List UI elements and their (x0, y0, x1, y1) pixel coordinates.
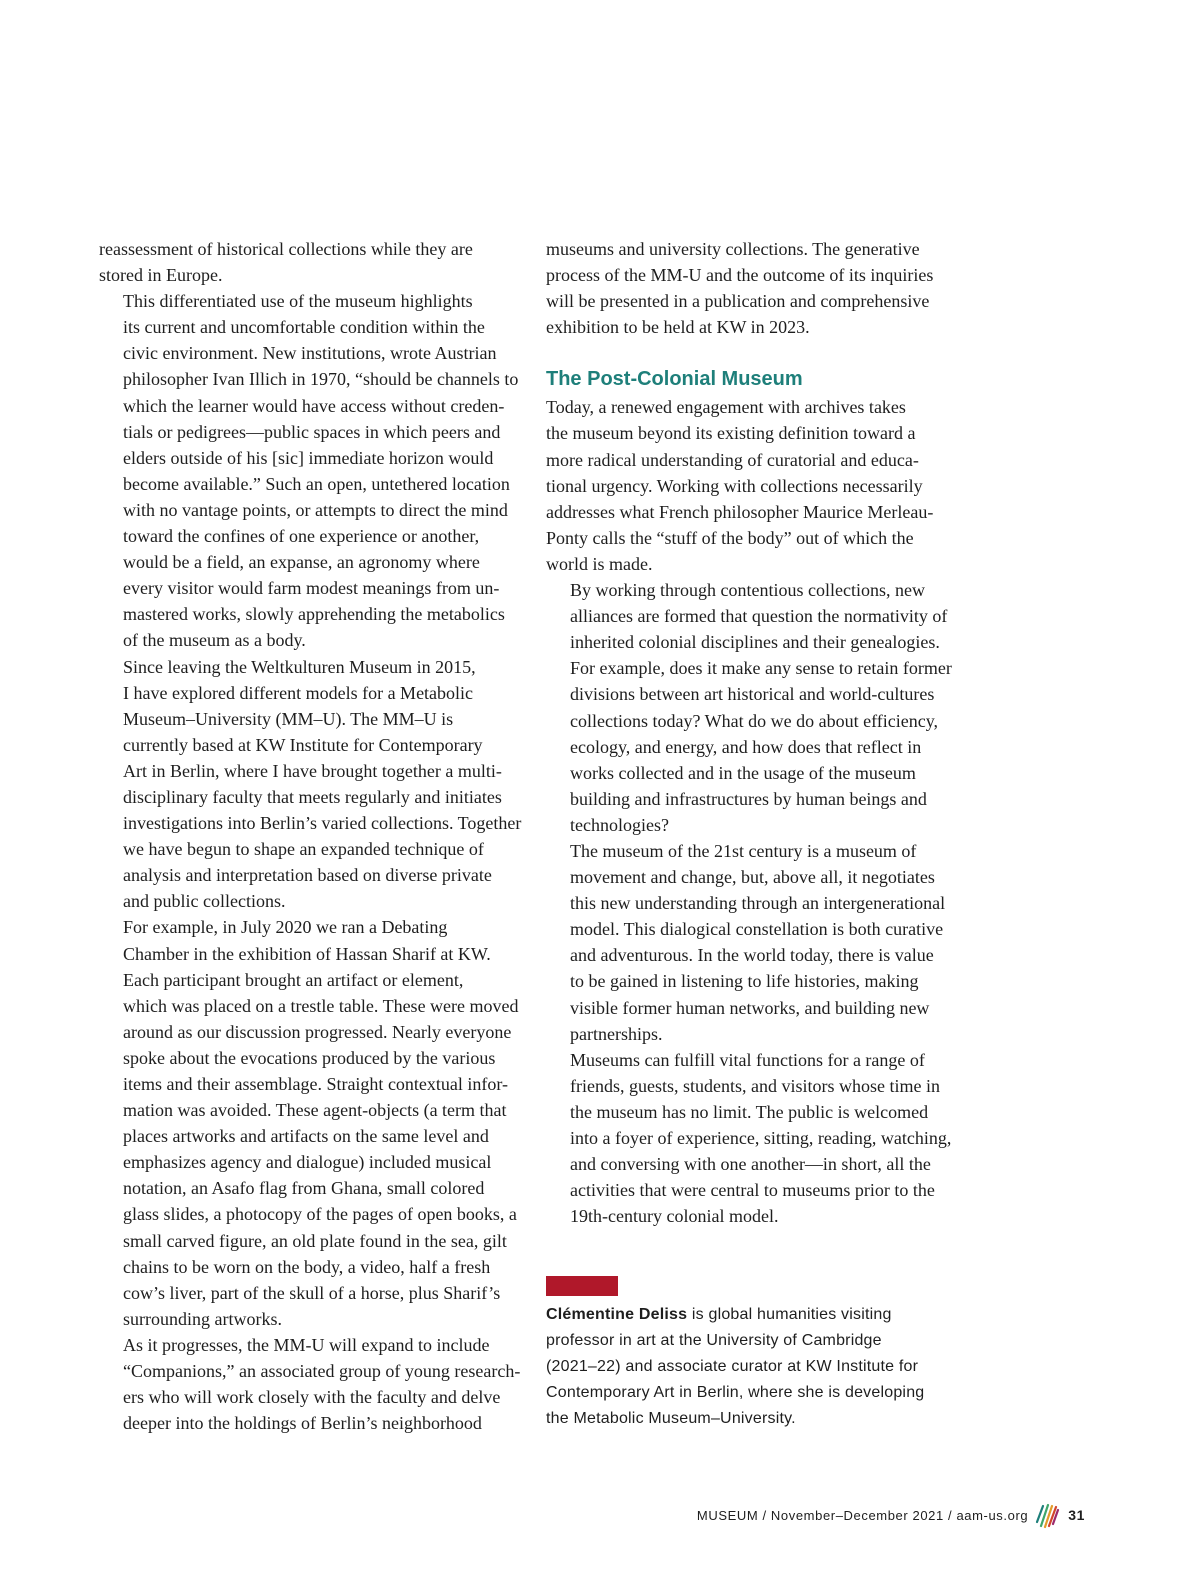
text-line: into a foyer of experience, sitting, reading, watching, (570, 1128, 952, 1148)
author-name: Clémentine Deliss (546, 1306, 688, 1323)
paragraph (99, 1332, 529, 1436)
text-line: with no vantage points, or attempts to direct the mind (123, 499, 508, 520)
text-line: works collected and in the usage of the museum (570, 762, 916, 783)
text-line: ers who will work closely with the faculty and delve (123, 1387, 501, 1408)
text-line: Today, a renewed engagement with archives takes (546, 397, 906, 418)
bio-line: (2021–22) and associate curator at KW Institute for (546, 1358, 919, 1375)
text-line: investigations into Berlin’s varied collections. Together (123, 813, 522, 834)
aam-stripes-logo-icon (1034, 1500, 1060, 1530)
text-line: museums and university collections. The generative (546, 239, 920, 259)
paragraph (546, 838, 971, 1047)
text-line: activities that were central to museums prior to the (570, 1180, 935, 1201)
text-line: of the museum as a body. (123, 630, 306, 651)
text-line: collections today? What do we do about efficiency, (570, 710, 939, 731)
paragraph (546, 577, 971, 838)
text-line: and public collections. (123, 891, 286, 912)
text-line: world is made. (546, 553, 653, 574)
text-line: become available.” Such an open, untethered location (123, 473, 510, 494)
text-line: deeper into the holdings of Berlin’s neighborhood (123, 1413, 482, 1434)
text-line: currently based at KW Institute for Contemporary (123, 734, 483, 755)
text-line: philosopher Ivan Illich in 1970, “should be channels to (123, 369, 519, 390)
text-line: Ponty calls the “stuff of the body” out of which the (546, 527, 914, 548)
text-line: this new understanding through an intergenerational (570, 893, 946, 914)
paragraph (99, 236, 529, 288)
text-line: cow’s liver, part of the skull of a horse, plus Sharif’s (123, 1282, 501, 1303)
text-line: mastered works, slowly apprehending the metabolics (123, 604, 505, 625)
text-line: movement and change, but, above all, it negotiates (570, 867, 935, 888)
text-line: chains to be worn on the body, a video, half a fresh (123, 1256, 491, 1277)
text-line: places artworks and artifacts on the same level and (123, 1126, 489, 1147)
text-line: elders outside of his [sic] immediate horizon would (123, 447, 494, 468)
text-line: civic environment. New institutions, wrote Austrian (123, 343, 497, 364)
text-line: reassessment of historical collections while they are (99, 239, 473, 259)
text-line: the museum has no limit. The public is welcomed (570, 1101, 929, 1122)
text-line: partnerships. (570, 1023, 663, 1044)
right-column (546, 236, 971, 1229)
text-line: around as our discussion progressed. Nearly everyone (123, 1021, 512, 1042)
paragraph (99, 288, 529, 653)
text-line: glass slides, a photocopy of the pages of open books, a (123, 1204, 517, 1225)
text-line: For example, does it make any sense to retain former (570, 658, 952, 679)
text-line: “Companions,” an associated group of young research- (123, 1361, 521, 1382)
text-line: and conversing with one another—in short, all the (570, 1154, 931, 1175)
text-line: visible former human networks, and building new (570, 997, 930, 1018)
page-footer (697, 1500, 1085, 1530)
text-line: toward the confines of one experience or another, (123, 526, 480, 547)
footer-text: MUSEUM / November–December 2021 / aam-us.org (696, 1507, 1029, 1523)
text-line: Art in Berlin, where I have brought together a multi- (123, 760, 502, 781)
text-line: Since leaving the Weltkulturen Museum in 2015, (123, 656, 476, 677)
text-line: to be gained in listening to life histories, making (570, 971, 919, 992)
text-line: I have explored different models for a Metabolic (123, 682, 474, 703)
text-line: the museum beyond its existing definition toward a (546, 423, 916, 444)
text-line: which was placed on a trestle table. These were moved (123, 995, 519, 1016)
text-line: Chamber in the exhibition of Hassan Sharif at KW. (123, 943, 491, 964)
text-line: model. This dialogical constellation is both curative (570, 919, 944, 940)
paragraph (546, 1047, 971, 1230)
text-line: would be a field, an expanse, an agronomy where (123, 552, 480, 573)
text-line: process of the MM-U and the outcome of its inquiries (546, 265, 934, 286)
text-line: ecology, and energy, and how does that reflect in (570, 736, 922, 757)
text-line: As it progresses, the MM-U will expand to include (123, 1334, 490, 1355)
text-line: friends, guests, students, and visitors whose time in (570, 1075, 940, 1096)
text-line: The museum of the 21st century is a museum of (570, 840, 917, 861)
text-line: which the learner would have access without creden- (123, 395, 505, 416)
paragraph (99, 654, 529, 915)
section-heading: The Post-Colonial Museum (546, 368, 803, 391)
text-line: addresses what French philosopher Maurice Merleau- (546, 501, 934, 522)
text-line: emphasizes agency and dialogue) included musical (123, 1152, 492, 1173)
text-line: tional urgency. Working with collections necessarily (546, 475, 923, 496)
bio-first-line-rest: is global humanities visiting (687, 1306, 892, 1323)
text-line: building and infrastructures by human beings and (570, 788, 927, 809)
text-line: every visitor would farm modest meanings from un- (123, 578, 500, 599)
text-line: we have begun to shape an expanded technique of (123, 839, 484, 860)
text-line: exhibition to be held at KW in 2023. (546, 317, 810, 338)
section-body (546, 394, 971, 1229)
text-line: items and their assemblage. Straight contextual infor- (123, 1074, 509, 1094)
text-line: Museums can fulfill vital functions for a range of (570, 1049, 925, 1070)
text-line: analysis and interpretation based on diverse private (123, 865, 492, 886)
text-line: alliances are formed that question the normativity of (570, 606, 948, 627)
text-line: its current and uncomfortable condition within the (123, 317, 485, 338)
text-line: Museum–University (MM–U). The MM–U is (123, 708, 454, 729)
text-line: notation, an Asafo flag from Ghana, small colored (123, 1178, 485, 1199)
text-line: inherited colonial disciplines and their genealogies. (570, 632, 940, 653)
text-line: more radical understanding of curatorial and educa- (546, 449, 919, 470)
text-line: 19th-century colonial model. (570, 1206, 779, 1227)
bio-accent-bar (546, 1276, 618, 1296)
text-line: and adventurous. In the world today, there is value (570, 945, 934, 966)
text-line: spoke about the evocations produced by the various (123, 1047, 496, 1068)
intro-paragraph (546, 236, 971, 340)
paragraph (546, 394, 971, 577)
bio-line: professor in art at the University of Cambridge (546, 1332, 882, 1349)
bio-line: the Metabolic Museum–University. (546, 1410, 796, 1427)
text-line: Each participant brought an artifact or element, (123, 969, 464, 990)
text-line: This differentiated use of the museum highlights (123, 291, 473, 312)
text-line: disciplinary faculty that meets regularly and initiates (123, 786, 502, 807)
page-number: 31 (1068, 1507, 1085, 1523)
author-bio (546, 1302, 976, 1432)
left-column (99, 236, 529, 1436)
bio-first-line (546, 1302, 976, 1328)
text-line: For example, in July 2020 we ran a Debating (123, 917, 448, 938)
text-line: will be presented in a publication and comprehensive (546, 291, 930, 312)
paragraph (99, 914, 529, 1332)
text-line: small carved figure, an old plate found in the sea, gilt (123, 1230, 507, 1251)
text-line: stored in Europe. (99, 265, 223, 286)
text-line: tials or pedigrees—public spaces in which peers and (123, 421, 501, 442)
text-line: divisions between art historical and world-cultures (570, 684, 935, 705)
text-line: mation was avoided. These agent-objects (a term that (123, 1100, 507, 1121)
text-line: surrounding artworks. (123, 1308, 282, 1329)
text-line: technologies? (570, 814, 669, 835)
text-line: By working through contentious collections, new (570, 580, 925, 601)
bio-line: Contemporary Art in Berlin, where she is developing (546, 1384, 925, 1401)
